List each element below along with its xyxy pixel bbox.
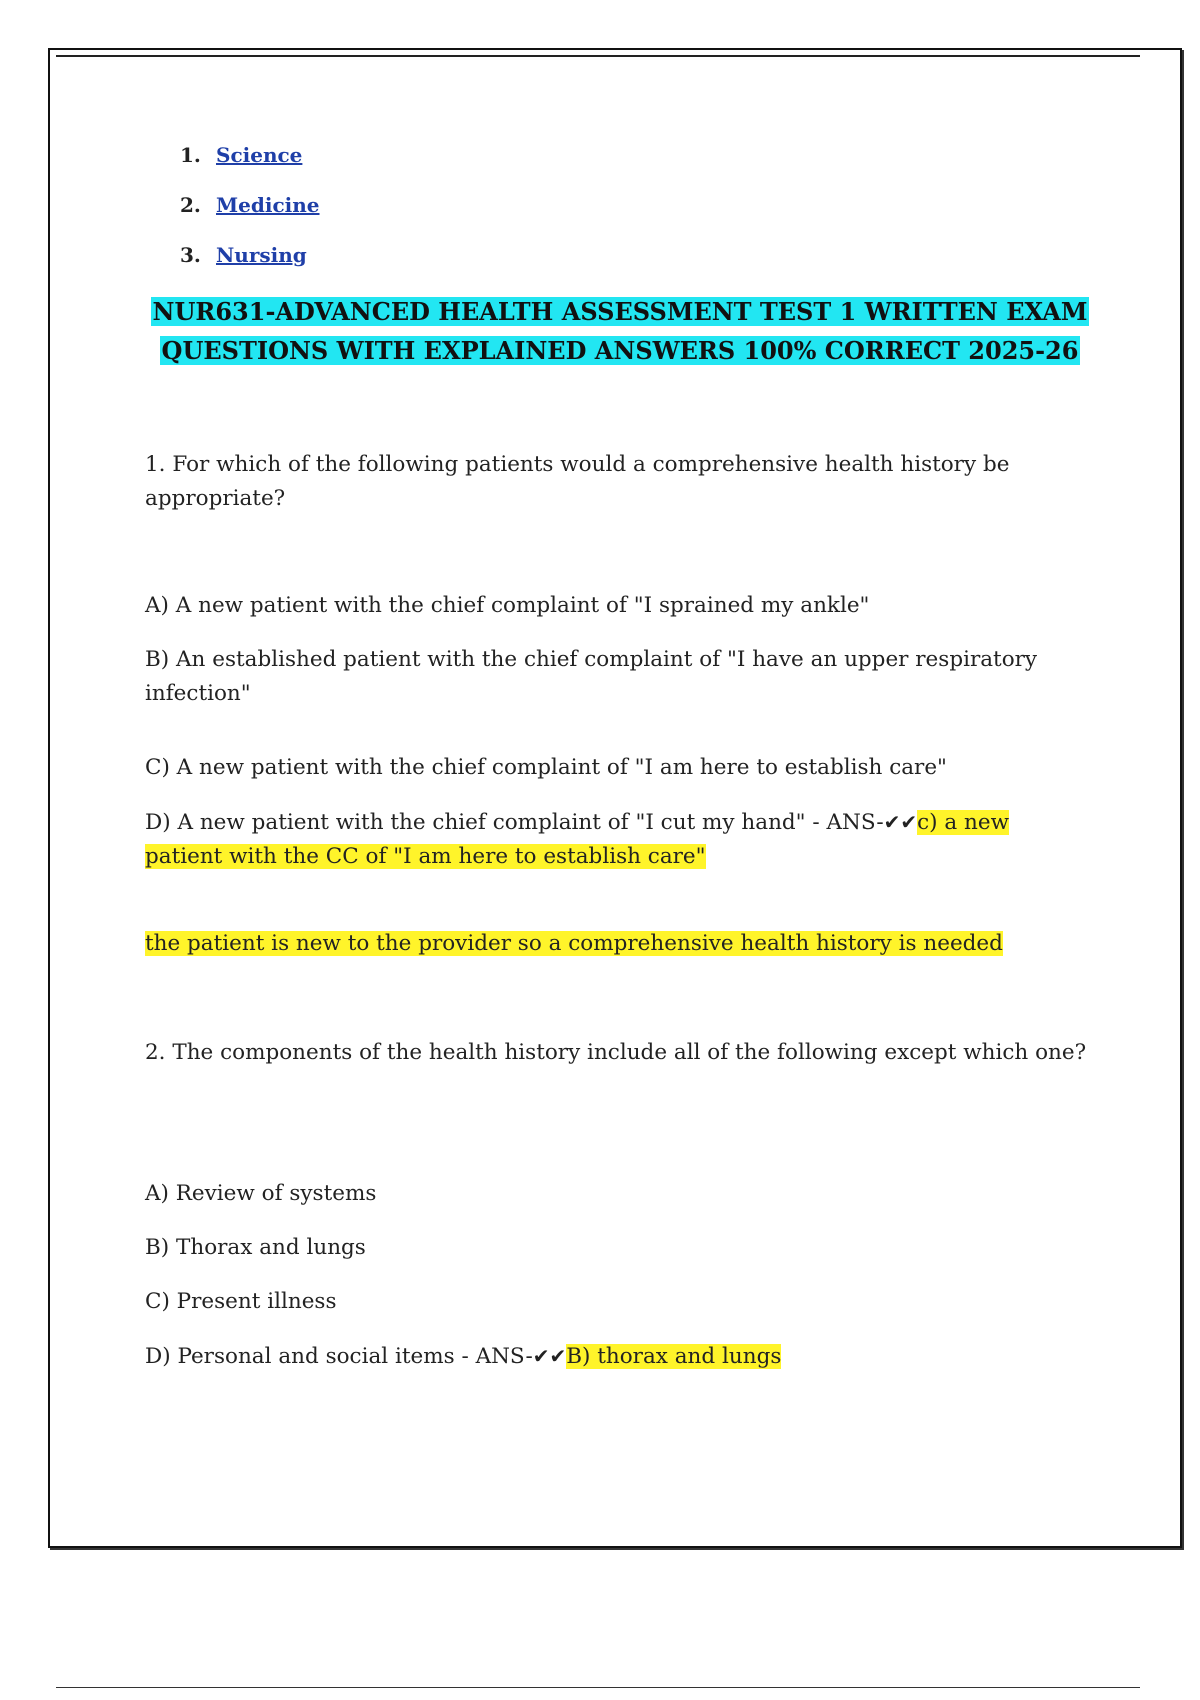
breadcrumb-item-science <box>180 142 320 192</box>
question-1-prompt: 1. For which of the following patients would a comprehensive health history be appropriate? <box>145 452 1010 511</box>
question-1-explanation-text: the patient is new to the provider so a comprehensive health history is needed <box>145 931 1003 956</box>
question-2-option-d-text: D) Personal and social items - ANS- <box>145 1344 533 1369</box>
question-1-answer: c) a new patient with the CC of "I am here to establish care" <box>145 810 1010 869</box>
question-1-option-b: B) An established patient with the chief complaint of "I have an upper respiratory infection" <box>145 647 1038 706</box>
breadcrumb-link-nursing[interactable]: Nursing <box>216 243 307 267</box>
breadcrumb-link-medicine[interactable]: Medicine <box>216 193 320 217</box>
question-2-prompt: 2. The components of the health history include all of the following except which one? <box>145 1040 1087 1065</box>
breadcrumb-item-medicine <box>180 192 320 242</box>
checkmark-icon: ✔✔ <box>532 1344 567 1368</box>
question-1-option-d <box>145 805 1090 874</box>
checkmark-icon: ✔✔ <box>883 810 918 834</box>
question-2-answer: B) thorax and lungs <box>566 1344 782 1369</box>
breadcrumb-number: 1. <box>180 143 201 167</box>
question-2-option-c: C) Present illness <box>145 1289 337 1314</box>
bottom-rule <box>56 1687 1140 1688</box>
breadcrumb <box>180 142 320 292</box>
breadcrumb-item-nursing <box>180 242 320 292</box>
question-1-option-a: A) A new patient with the chief complaint of "I sprained my ankle" <box>145 593 870 618</box>
title-line-1: NUR631-ADVANCED HEALTH ASSESSMENT TEST 1 WRITTEN EXAM <box>152 297 1088 326</box>
question-1-option-c: C) A new patient with the chief complaint of "I am here to establish care" <box>145 755 947 780</box>
breadcrumb-number: 2. <box>180 193 201 217</box>
breadcrumb-number: 3. <box>180 243 201 267</box>
question-2-option-b: B) Thorax and lungs <box>145 1235 366 1260</box>
breadcrumb-link-science[interactable]: Science <box>216 143 303 167</box>
question-2-option-a: A) Review of systems <box>145 1181 377 1206</box>
question-1-option-d-text: D) A new patient with the chief complaint of "I cut my hand" - ANS- <box>145 810 884 835</box>
question-2-option-d <box>145 1339 781 1374</box>
top-rule <box>56 55 1140 57</box>
document-title <box>90 292 1150 370</box>
question-1-explanation <box>145 927 1003 961</box>
title-line-2: QUESTIONS WITH EXPLAINED ANSWERS 100% CORRECT 2025-26 <box>161 336 1079 365</box>
